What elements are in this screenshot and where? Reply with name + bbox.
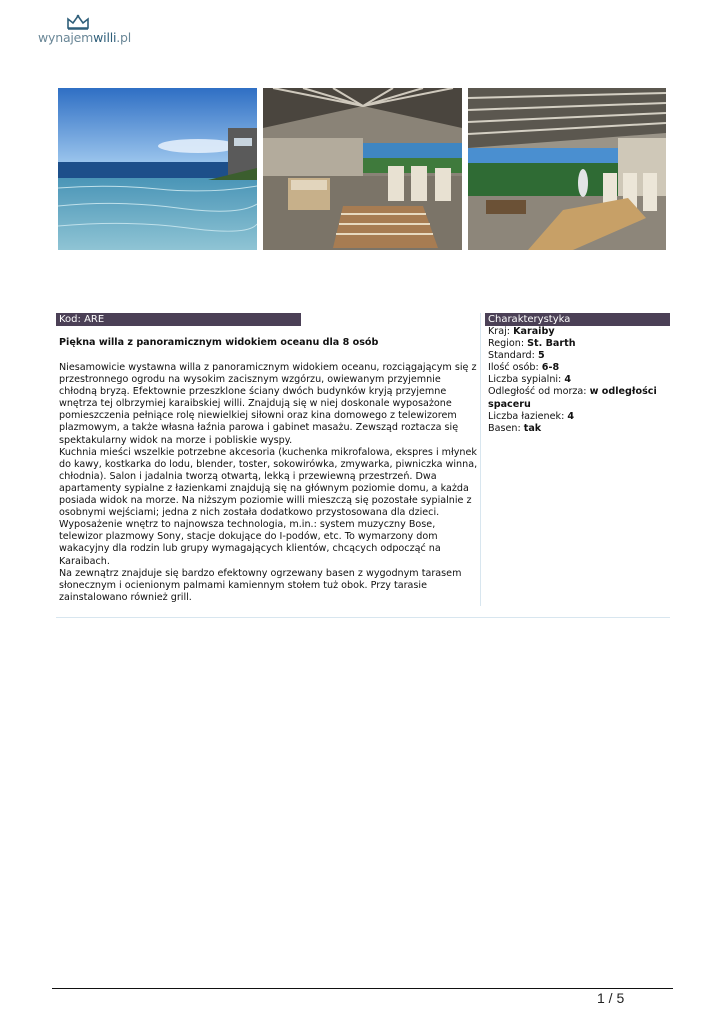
- site-logo[interactable]: [38, 14, 132, 50]
- characteristic-sea-distance: Odległość od morza: w odległości spaceru: [488, 386, 657, 410]
- characteristics-header: Charakterystyka: [485, 313, 670, 326]
- listing-description: [59, 362, 479, 604]
- photo-living-room[interactable]: [263, 88, 462, 250]
- characteristic-pool: Basen: tak: [488, 422, 542, 434]
- characteristic-standard: Standard: 5: [488, 350, 545, 362]
- section-divider: [56, 617, 670, 618]
- logo-text: wynajemwilli.pl: [38, 30, 132, 45]
- characteristic-guests: Ilość osób: 6-8: [488, 362, 560, 374]
- description-paragraph: Kuchnia mieści wszelkie potrzebne akcesoria (kuchenka mikrofalowa, ekspres i młynek do kawy, kostkarka do lodu, blender, toster, sokowirówka, zmywarka, piwniczka winna, chłodnia). Salon i jadalnia tworzą otwartą, lekką i przewiewną przestrzeń. Dwa apartamenty sypialne z łazienkami znajdują się na głównym poziomie domu, a każda posiada widok na morze. Na niższym poziomie willi mieszczą się pozostałe sypialnie z osobnymi wejściami; jedna z nich została dodatkowo przystosowana dla dzieci. Wyposażenie wnętrz to najnowsza technologia, m.in.: system muzyczny Bose, telewizor plazmowy Sony, stacje dokujące do I-podów, etc. To wymarzony dom wakacyjny dla rodzin lub grupy wymagających klientów, chcących odpocząć na Karaibach.: [59, 446, 478, 567]
- page-number: 1 / 5: [597, 990, 625, 1006]
- listing-title: Piękna willa z panoramicznym widokiem oceanu dla 8 osób: [59, 337, 379, 348]
- listing-code-bar: Kod: ARE: [56, 313, 301, 326]
- characteristic-bedrooms: Liczba sypialni: 4: [488, 374, 572, 386]
- characteristic-bathrooms: Liczba łazienek: 4: [488, 410, 575, 422]
- description-paragraph: Na zewnątrz znajduje się bardzo efektowny ogrzewany basen z wygodnym tarasem słonecznym i ocienionym palmami kamiennym stołem tuż obok. Przy tarasie zainstalowano również grill.: [59, 567, 462, 603]
- photo-dining-terrace[interactable]: [468, 88, 666, 250]
- characteristic-country: Kraj: Karaiby: [488, 326, 555, 337]
- photo-pool[interactable]: [58, 88, 257, 250]
- characteristic-region: Region: St. Barth: [488, 338, 576, 350]
- description-paragraph: Niesamowicie wystawna willa z panoramicznym widokiem oceanu, rozciągającym się z przestronnego ogrodu na wysokim zacisznym wzgórzu, owiewanym przyjemnie chłodną bryzą. Efektownie przeszklone ściany dwóch budynków kryją przyjemne wnętrza tej olbrzymiej karaibskiej willi. Znajdują się w niej doskonale wyposażone pomieszczenia pełniące rolę niewielkiej siłowni oraz kina domowego z telewizorem plazmowym, a także własna łaźnia parowa i gabinet masażu. Zewsząd roztacza się spektakularny widok na morze i pobliskie wyspy.: [59, 362, 477, 446]
- characteristics-list: [488, 326, 670, 435]
- footer-rule: [52, 988, 673, 989]
- crown-icon: [66, 14, 90, 30]
- column-divider: [480, 313, 481, 606]
